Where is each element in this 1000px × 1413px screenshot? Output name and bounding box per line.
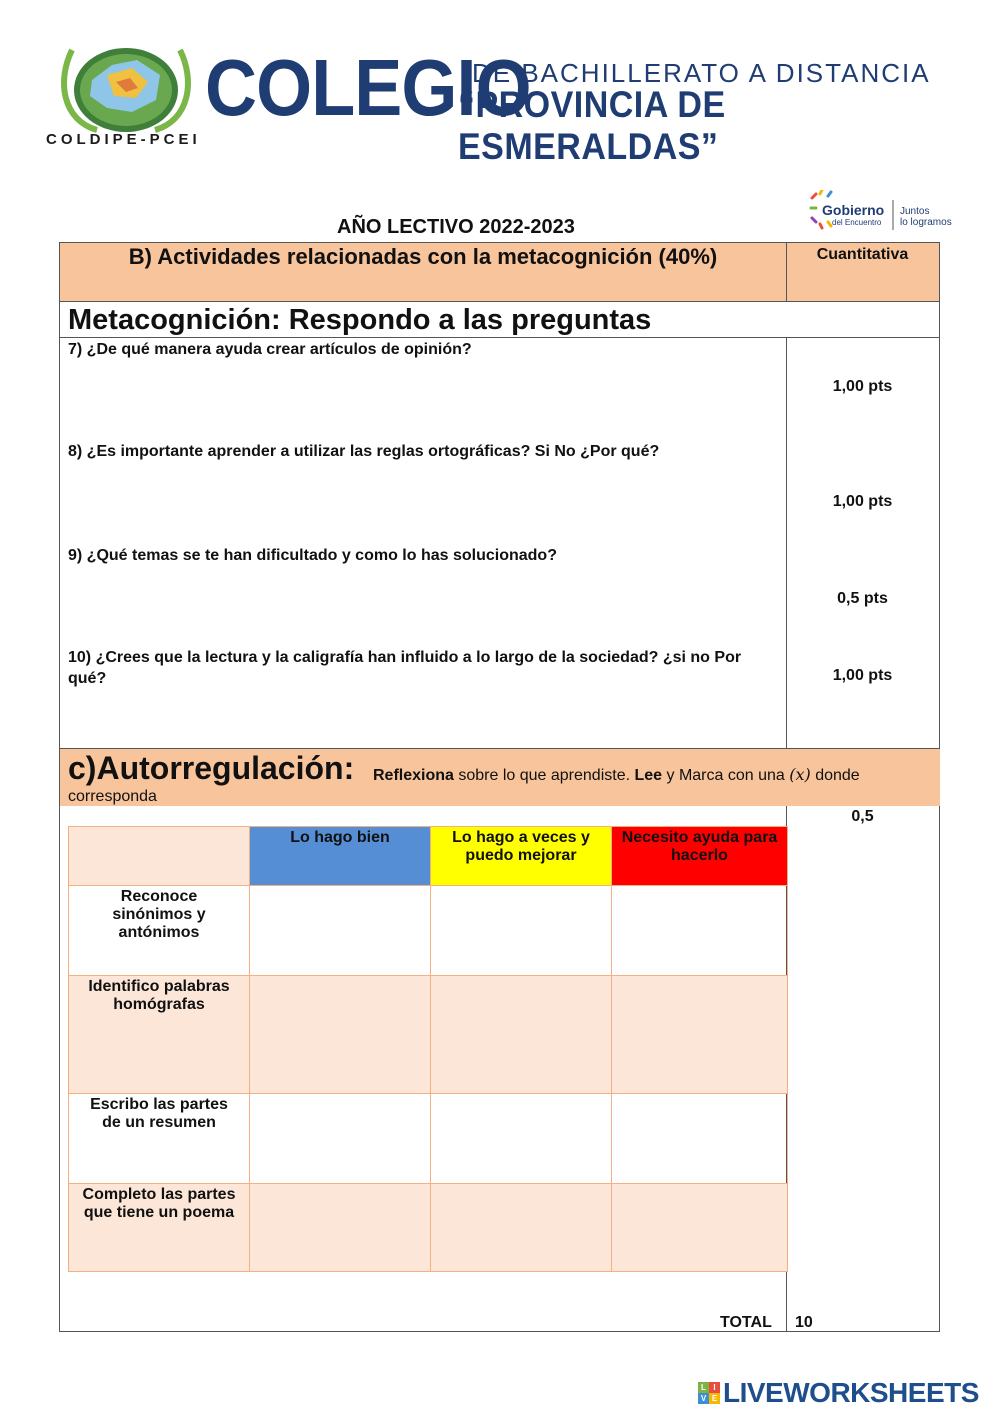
mark-cell[interactable] [612,1184,788,1272]
watermark-text: LIVEWORKSHEETS [723,1377,979,1408]
school-name-word: COLEGIO [205,43,531,132]
question-7-points: 1,00 pts [832,378,893,395]
instruction-part1: sobre lo que aprendiste. [453,767,635,784]
self-regulation-instructions [373,765,860,785]
instruction-part2: y Marca con una [662,767,790,784]
total-value: 10 [795,1314,813,1331]
self-regulation-points: 0,5 [851,808,874,825]
self-regulation-title: c)Autorregulación: [68,750,355,786]
divider [60,748,940,749]
question-7: 7) ¿De qué manera ayuda crear artículos de opinión? [68,341,472,358]
mark-cell[interactable] [612,886,788,976]
school-year: AÑO LECTIVO 2022-2023 [337,216,575,238]
question-8-points: 1,00 pts [832,493,893,510]
question-9-points: 0,5 pts [837,590,888,607]
gov-logo-sub: del Encuentro [832,218,882,227]
self-regulation-instructions-line2: corresponda [68,788,157,805]
mark-cell[interactable] [250,1184,431,1272]
mark-cell[interactable] [431,976,612,1094]
total-label: TOTAL [720,1314,772,1331]
instruction-reflexiona: Reflexiona [373,767,454,784]
gov-logo-main: Gobierno [822,202,885,218]
question-10-points: 1,00 pts [832,667,893,684]
row-label: Identifico palabras homógrafas [69,976,250,1094]
gov-logo-slogan2: lo logramos [900,217,952,228]
question-9: 9) ¿Qué temas se te han dificultado y como lo has solucionado? [68,547,557,564]
mark-cell[interactable] [250,886,431,976]
divider [60,337,940,338]
mark-cell[interactable] [431,1184,612,1272]
col-header-good: Lo hago bien [250,827,431,886]
mark-cell[interactable] [431,886,612,976]
row-label: Escribo las partes de un resumen [69,1094,250,1184]
mark-cell[interactable] [612,1094,788,1184]
score-header: Cuantitativa [816,246,909,263]
mark-cell[interactable] [250,976,431,1094]
divider [60,301,940,302]
instruction-x: (x) [789,765,811,784]
col-header-improve: Lo hago a veces y puedo mejorar [431,827,612,886]
rubric-corner [69,827,250,886]
live-badge-icon: L I V E [698,1382,720,1404]
instruction-part3: donde [810,767,860,784]
row-label: Reconoce sinónimos y antónimos [69,886,250,976]
metacognition-title: Metacognición: Respondo a las preguntas [68,304,652,336]
mark-cell[interactable] [431,1094,612,1184]
instruction-lee: Lee [634,767,663,784]
col-header-need-help: Necesito ayuda para hacerlo [612,827,788,886]
question-8: 8) ¿Es importante aprender a utilizar las reglas ortográficas? Si No ¿Por qué? [68,443,660,460]
liveworksheets-logo [698,1377,979,1409]
gov-logo-slogan1: Juntos [900,206,930,217]
question-10: 10) ¿Crees que la lectura y la caligrafía han influido a lo largo de la sociedad? ¿si no Por qué? [68,649,742,687]
row-label: Completo las partes que tiene un poema [69,1184,250,1272]
mark-cell[interactable] [250,1094,431,1184]
school-name-line2: “PROVINCIA DE ESMERALDAS” [458,84,726,167]
school-name-line1: DE BACHILLERATO A DISTANCIA [472,58,931,88]
mark-cell[interactable] [612,976,788,1094]
logo-caption: COLDIPE-PCEI [46,131,201,148]
government-logo [808,190,958,236]
self-assessment-table [68,826,788,1272]
section-b-title: B) Actividades relacionadas con la metacognición (40%) [128,244,718,269]
divider [786,337,787,748]
